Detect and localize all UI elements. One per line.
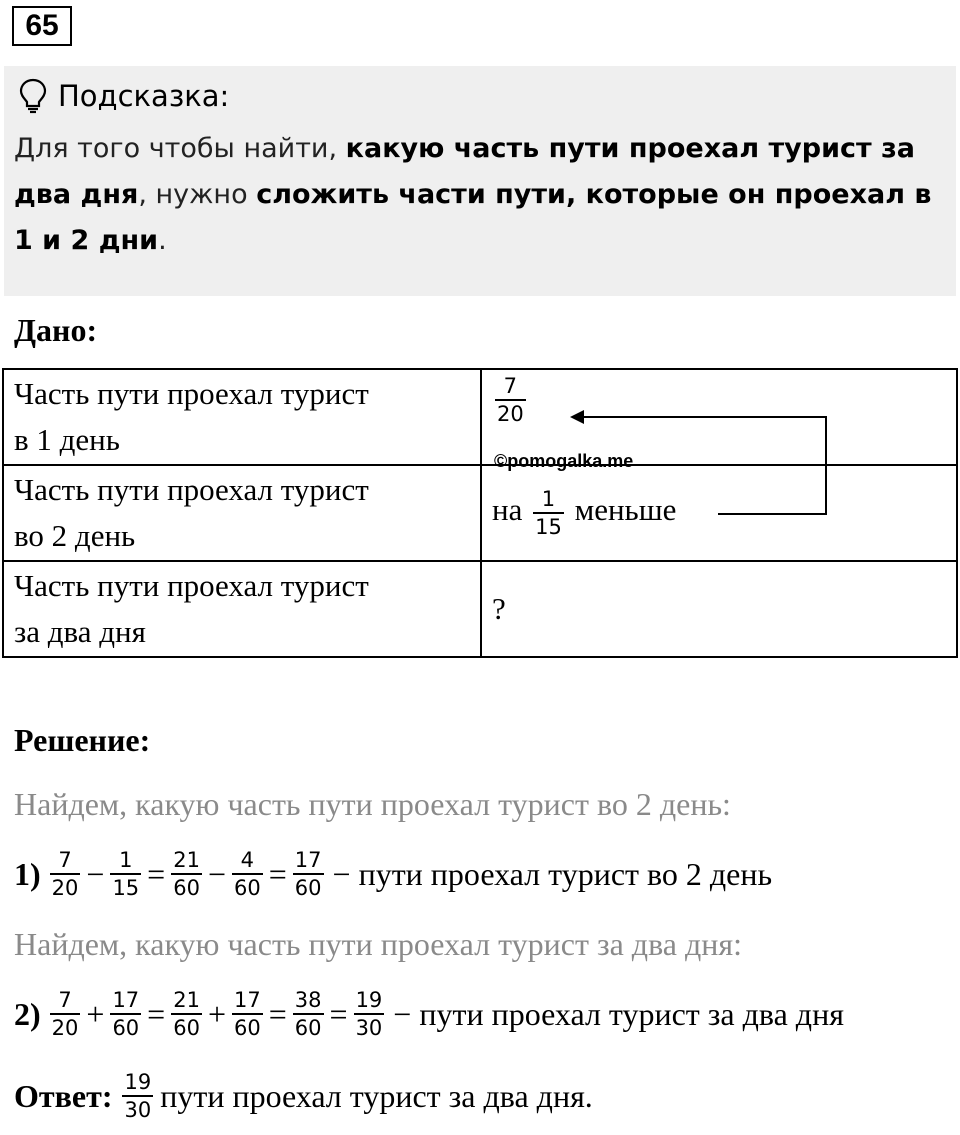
row-value — [481, 465, 957, 561]
fraction — [171, 848, 202, 900]
step2-equation — [14, 988, 844, 1040]
denominator: 60 — [232, 1013, 263, 1040]
answer-text: пути проехал турист за два дня. — [160, 1077, 593, 1114]
denominator: 20 — [50, 873, 81, 900]
numerator: 1 — [541, 487, 556, 511]
denominator: 20 — [50, 1013, 81, 1040]
given-table — [2, 368, 958, 658]
step1-intro: Найдем, какую часть пути проехал турист во 2 день: — [14, 786, 731, 822]
denominator: 15 — [533, 512, 564, 539]
value-prefix: на — [492, 492, 523, 528]
step-index: 2) — [14, 995, 41, 1032]
given-label: Дано: — [14, 312, 98, 348]
row-label-line: Часть пути проехал турист — [14, 472, 369, 507]
denominator: 60 — [110, 1013, 141, 1040]
numerator: 17 — [294, 848, 322, 872]
hint-text-bold: какую часть пути проехал турист за два дня — [14, 133, 915, 210]
operator: = — [147, 995, 166, 1032]
hint-text-part: Для того чтобы найти, — [14, 133, 346, 164]
answer-line — [14, 1070, 593, 1122]
fraction — [110, 848, 141, 900]
operator: = — [147, 855, 166, 892]
fraction — [110, 988, 141, 1040]
hint-title-text: Подсказка: — [58, 79, 230, 113]
hint-text-bold: сложить части пути, которые он проехал в 1 и 2 дни — [14, 179, 932, 256]
row-value — [481, 561, 957, 657]
denominator: 60 — [171, 873, 202, 900]
step1-equation — [14, 848, 772, 900]
operator: − — [86, 855, 105, 892]
denominator: 60 — [232, 873, 263, 900]
hint-text-part: , нужно — [138, 179, 257, 210]
fraction — [293, 848, 324, 900]
numerator: 4 — [240, 848, 255, 872]
denominator: 60 — [293, 1013, 324, 1040]
solution-label: Решение: — [14, 722, 151, 758]
row-label — [3, 369, 481, 465]
row-value — [481, 369, 957, 471]
numerator: 38 — [294, 988, 322, 1012]
fraction — [354, 988, 385, 1040]
operator: − — [207, 855, 226, 892]
denominator: 60 — [171, 1013, 202, 1040]
numerator: 21 — [173, 848, 200, 872]
lightbulb-icon — [18, 78, 48, 114]
operator: = — [268, 855, 287, 892]
row-label — [3, 561, 481, 657]
operator: = — [329, 995, 348, 1032]
row-label-line: за два дня — [14, 614, 146, 649]
denominator: 20 — [495, 399, 526, 426]
value-suffix: меньше — [574, 492, 677, 528]
row-label-line: во 2 день — [14, 518, 136, 553]
fraction — [122, 1070, 153, 1122]
step-tail: − пути проехал турист во 2 день — [332, 855, 773, 892]
fraction — [50, 988, 81, 1040]
watermark: ©pomogalka.me — [494, 451, 634, 471]
hint-box — [4, 66, 956, 296]
operator: + — [86, 995, 105, 1032]
numerator: 17 — [112, 988, 140, 1012]
numerator: 21 — [173, 988, 200, 1012]
fraction — [495, 374, 526, 426]
numerator: 17 — [234, 988, 261, 1012]
hint-title — [18, 78, 229, 114]
task-number: 65 — [12, 6, 72, 46]
unknown-value: ? — [492, 591, 506, 626]
row-label-line: Часть пути проехал турист — [14, 376, 369, 411]
denominator: 30 — [122, 1095, 153, 1122]
fraction — [232, 988, 263, 1040]
fraction — [232, 848, 263, 900]
fraction — [533, 487, 564, 539]
row-label-line: в 1 день — [14, 422, 120, 457]
numerator: 7 — [58, 848, 72, 872]
denominator: 30 — [354, 1013, 385, 1040]
table-row — [3, 561, 957, 657]
step-tail: − пути проехал турист за два дня — [393, 995, 844, 1032]
numerator: 19 — [124, 1070, 152, 1094]
numerator: 1 — [119, 848, 133, 872]
step-index: 1) — [14, 855, 41, 892]
table-row — [3, 465, 957, 561]
fraction — [50, 848, 81, 900]
row-label-line: Часть пути проехал турист — [14, 568, 369, 603]
denominator: 60 — [293, 873, 324, 900]
table-row — [3, 369, 957, 465]
numerator: 19 — [355, 988, 383, 1012]
fraction — [293, 988, 324, 1040]
denominator: 15 — [110, 873, 141, 900]
hint-text-part: . — [158, 225, 167, 256]
operator: = — [268, 995, 287, 1032]
step2-intro: Найдем, какую часть пути проехал турист за два дня: — [14, 926, 742, 962]
answer-label: Ответ: — [14, 1077, 113, 1114]
operator: + — [207, 995, 226, 1032]
numerator: 7 — [58, 988, 72, 1012]
numerator: 7 — [503, 374, 518, 398]
fraction — [171, 988, 202, 1040]
hint-text — [14, 126, 949, 264]
row-label — [3, 465, 481, 561]
